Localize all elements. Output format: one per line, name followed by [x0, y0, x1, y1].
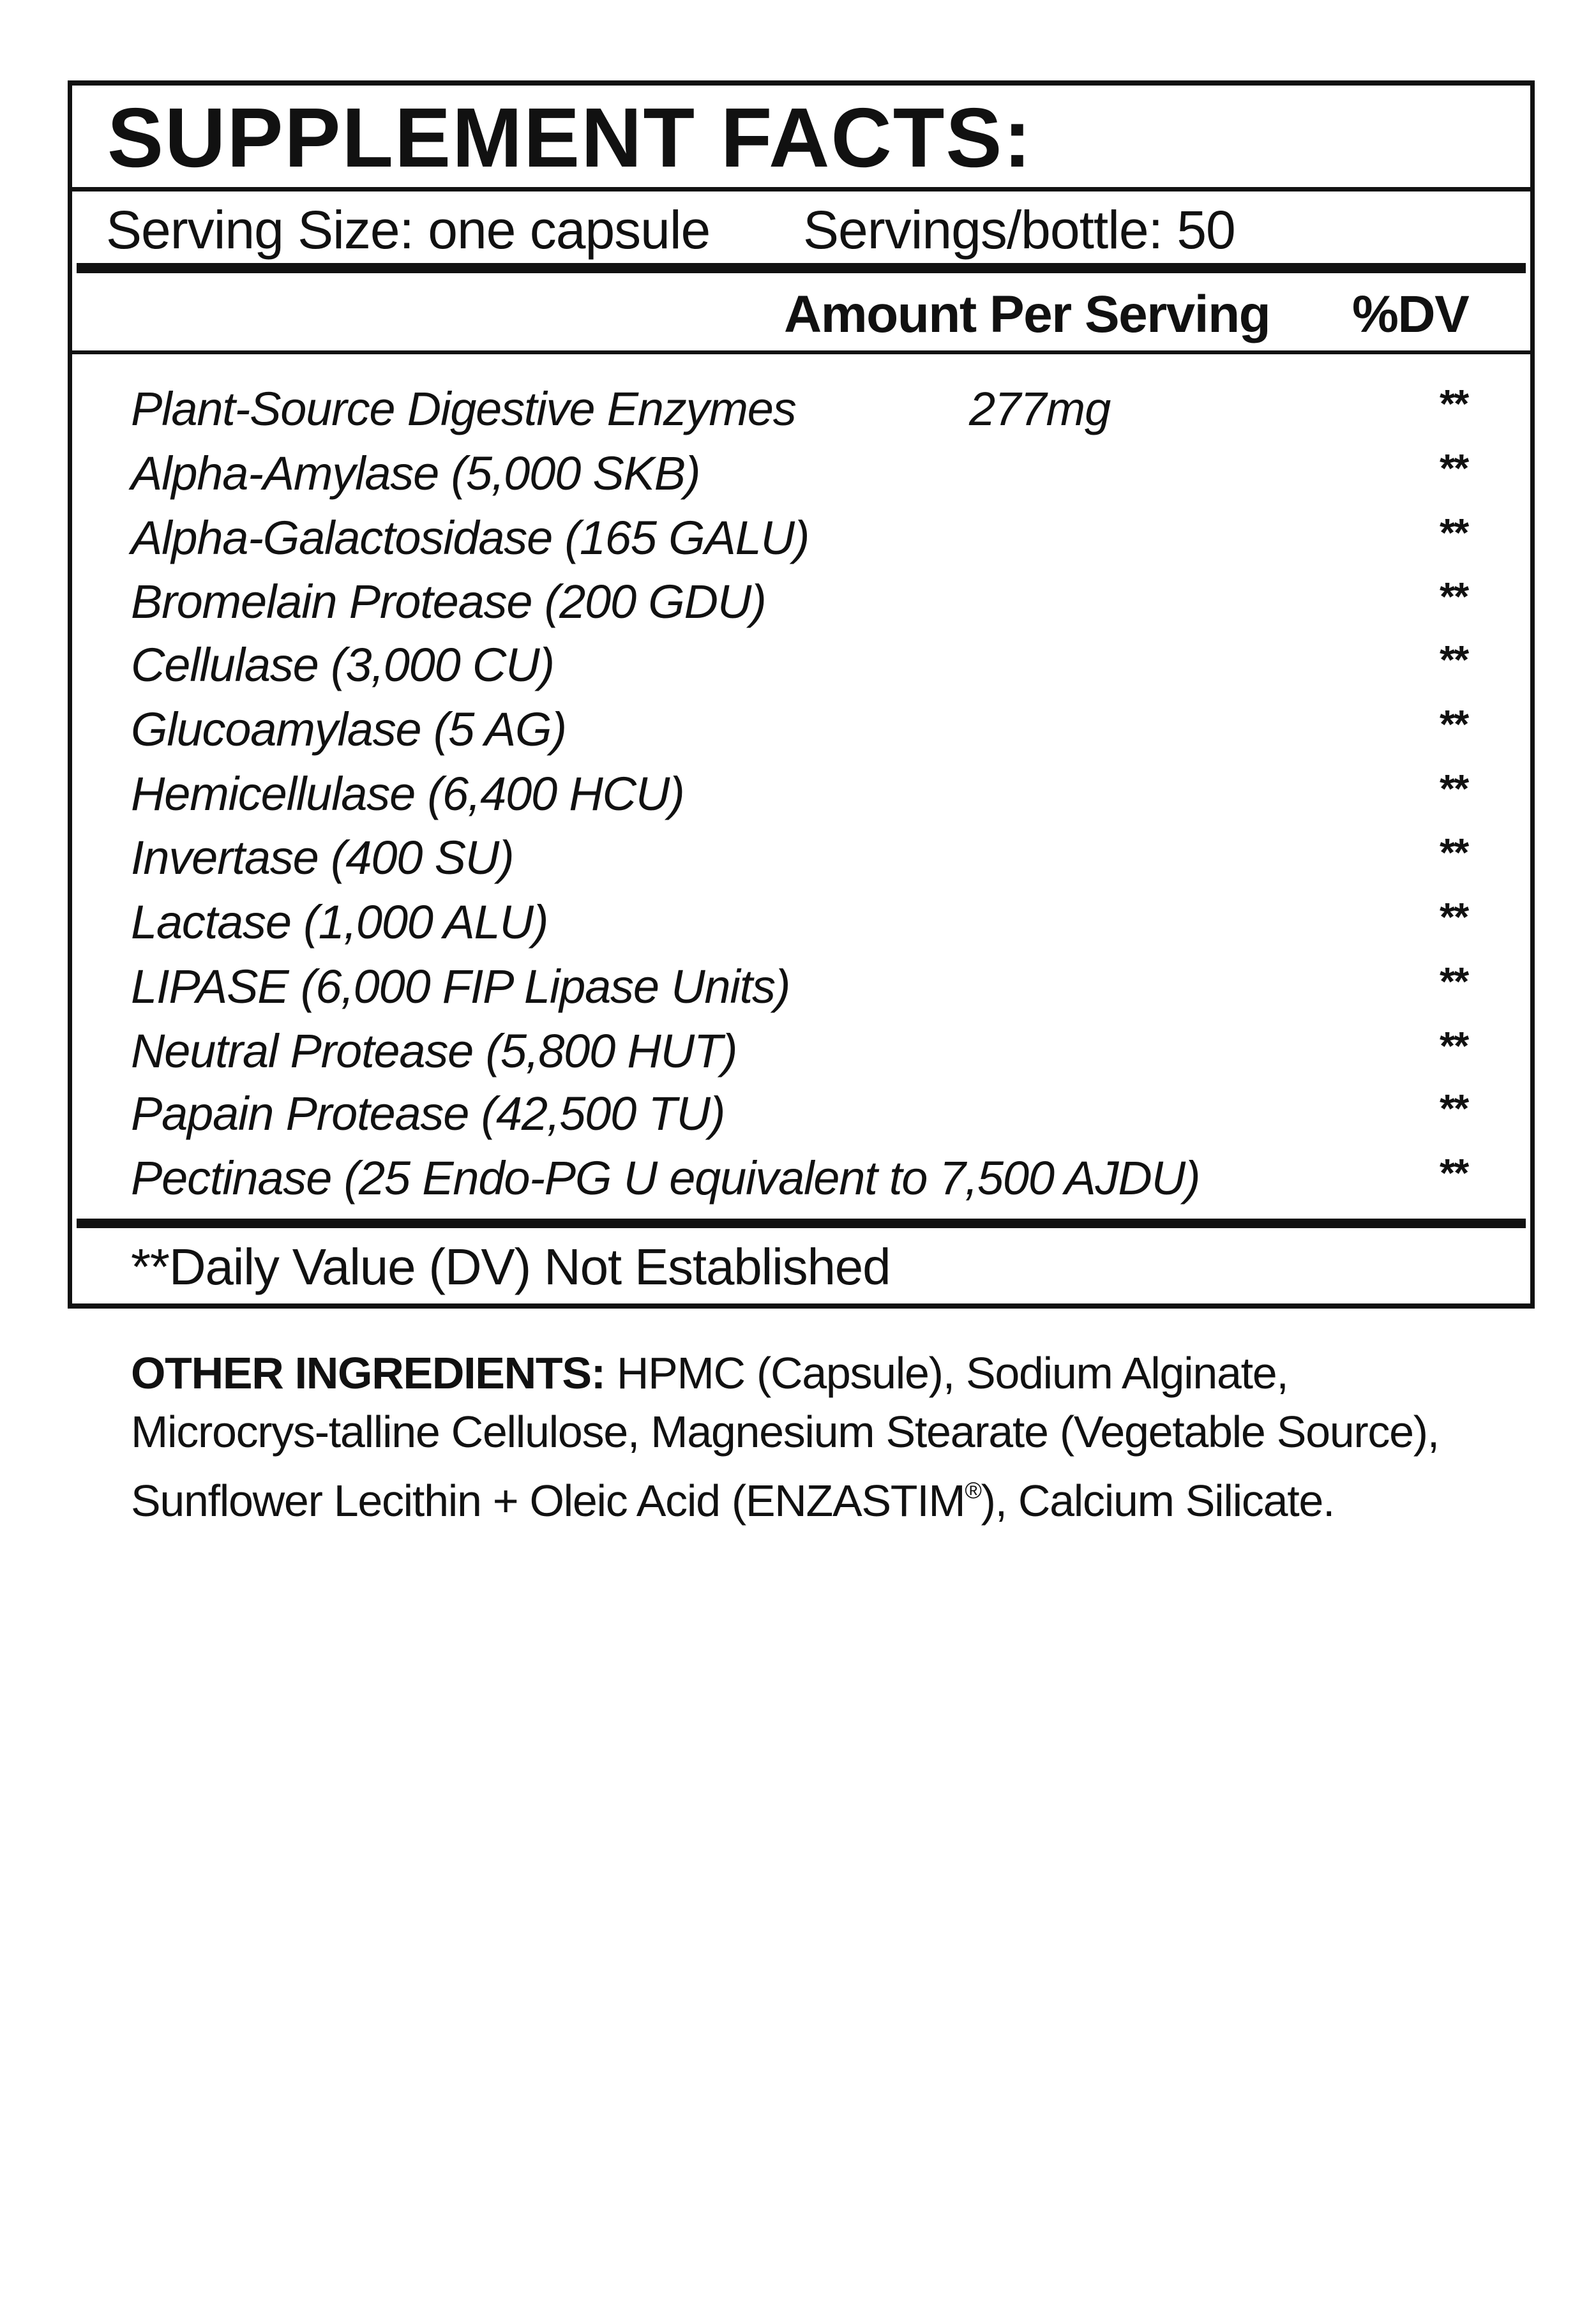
- ingredient-dv: **: [1440, 1025, 1468, 1069]
- ingredient-name: Alpha-Amylase (5,000 SKB): [131, 447, 700, 500]
- ingredient-name: Cellulase (3,000 CU): [131, 638, 554, 691]
- serving-thick-divider: [77, 263, 1526, 273]
- ingredient-amount: 277mg: [969, 382, 1111, 435]
- amount-per-serving-header: Amount Per Serving: [784, 285, 1270, 343]
- rows-thick-divider: [77, 1219, 1526, 1228]
- ingredient-dv: **: [1440, 767, 1468, 811]
- ingredient-name: Glucoamylase (5 AG): [131, 703, 566, 756]
- percent-dv-header: %DV: [1352, 285, 1469, 343]
- other-ingredients: [131, 1344, 1497, 1530]
- serving-size: Serving Size: one capsule: [106, 200, 711, 260]
- ingredient-name: Pectinase (25 Endo-PG U equivalent to 7,500 AJDU): [131, 1152, 1200, 1205]
- ingredient-dv: **: [1440, 896, 1468, 940]
- ingredient-name: Alpha-Galactosidase (165 GALU): [131, 511, 809, 564]
- ingredient-name: Bromelain Protease (200 GDU): [131, 575, 766, 628]
- title-divider: [68, 187, 1535, 192]
- ingredient-dv: **: [1440, 575, 1468, 619]
- ingredient-dv: **: [1440, 960, 1468, 1004]
- other-ingredients-text-end: ), Calcium Silicate.: [981, 1476, 1335, 1526]
- ingredient-dv: **: [1440, 1152, 1468, 1196]
- ingredient-name: Invertase (400 SU): [131, 831, 514, 884]
- other-ingredients-label: OTHER INGREDIENTS:: [131, 1348, 605, 1398]
- ingredient-dv: **: [1440, 1087, 1468, 1131]
- ingredient-name: Hemicellulase (6,400 HCU): [131, 767, 684, 820]
- ingredient-name: Lactase (1,000 ALU): [131, 896, 548, 949]
- other-ingredients-text: HPMC (Capsule), Sodium Alginate, Microcrys-talline Cellulose, Magnesium Stearate (Vegetable Source), Sunflower Lecithin + Oleic Acid (ENZASTIM: [131, 1348, 1439, 1526]
- servings-per-bottle: Servings/bottle: 50: [803, 200, 1235, 260]
- ingredient-dv: **: [1440, 382, 1468, 426]
- ingredient-dv: **: [1440, 831, 1468, 875]
- panel-title: SUPPLEMENT FACTS:: [107, 91, 1033, 184]
- ingredient-dv: **: [1440, 447, 1468, 491]
- ingredient-name: LIPASE (6,000 FIP Lipase Units): [131, 960, 790, 1013]
- ingredient-name: Neutral Protease (5,800 HUT): [131, 1025, 737, 1078]
- box-left-border: [68, 80, 72, 1309]
- ingredient-dv: **: [1440, 511, 1468, 555]
- box-right-border: [1530, 80, 1535, 1309]
- ingredient-name: Plant-Source Digestive Enzymes: [131, 382, 796, 435]
- ingredient-dv: **: [1440, 638, 1468, 682]
- registered-mark: ®: [965, 1477, 981, 1503]
- header-divider: [68, 350, 1535, 354]
- ingredient-name: Papain Protease (42,500 TU): [131, 1087, 725, 1140]
- box-bottom-border: [68, 1303, 1535, 1309]
- daily-value-footnote: **Daily Value (DV) Not Established: [131, 1238, 891, 1295]
- box-top-border: [68, 80, 1535, 86]
- ingredient-dv: **: [1440, 703, 1468, 747]
